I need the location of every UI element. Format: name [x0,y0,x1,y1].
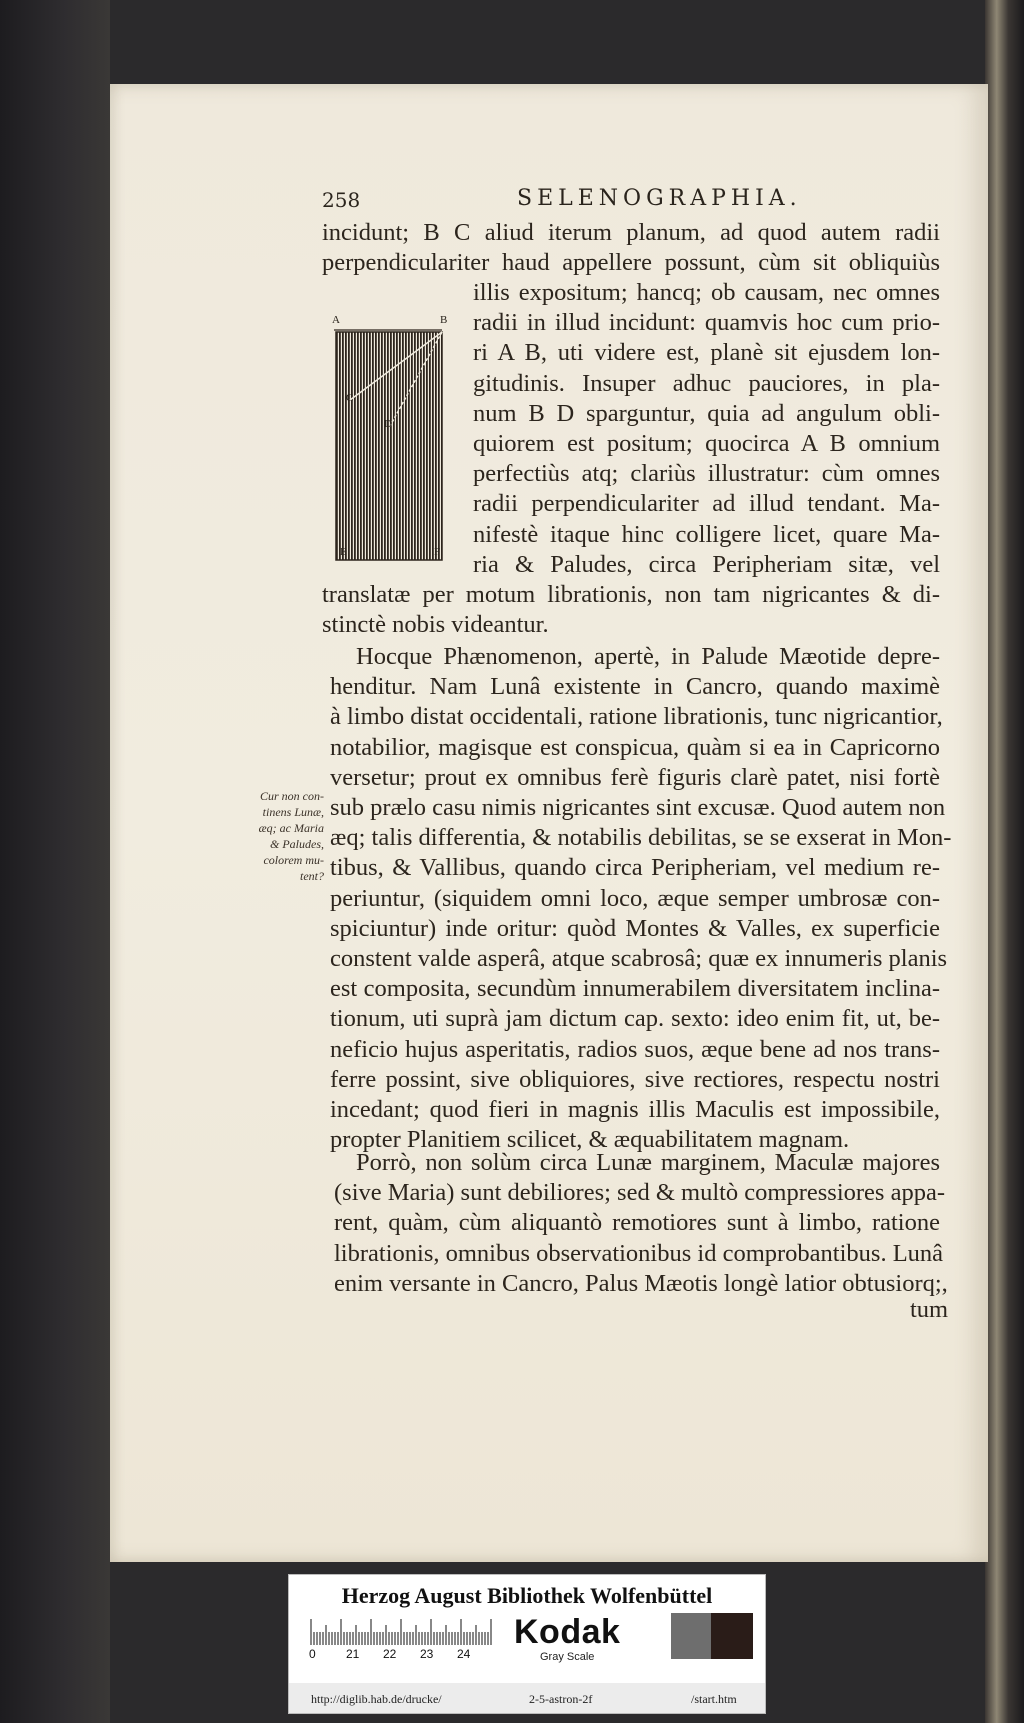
text-line: constent valde asperâ, atque scabrosâ; quæ ex innumeris planis [330,945,948,973]
catchword: tum [910,1296,949,1323]
text-line: perpendiculariter haud appellere possunt, cùm sit obliquiùs [322,249,940,277]
gray-patch-mid [671,1613,711,1659]
text-line: stinctè nobis videantur. [322,611,549,639]
text-line: incidunt; B C aliud iterum planum, ad quod autem radii [322,219,940,246]
text-line: illis expositum; hancq; ob causam, nec omnes [473,279,940,306]
text-line: henditur. Nam Lunâ existente in Cancro, quando maximè [330,673,940,701]
ruler-ticks [309,1619,494,1645]
text-line: radii perpendiculariter ad illud tendant. Ma- [473,490,940,518]
text-line: enim versante in Cancro, Palus Mæotis longè latior obtusiorq;, [334,1269,948,1297]
paragraph-1-top [322,218,940,278]
text-line: Hocque Phænomenon, apertè, in Palude Mæotide depre- [356,643,940,670]
gray-scale-label: Gray Scale [540,1651,595,1663]
kodak-scale-strip [288,1574,766,1714]
margin-note-line: & Paludes, [270,837,324,851]
ruler-number: 0 [309,1647,316,1661]
shelfmark: 2-5-astron-2f [529,1692,593,1706]
paragraph-2 [330,642,952,1155]
text-line: propter Planitiem scilicet, & æquabilitatem magnam. [330,1126,850,1154]
text-line: translatæ per motum librationis, non tam nigricantes & di- [322,581,940,608]
text-line: spiciuntur) inde oritur: quòd Montes & Valles, ex superficie [330,914,940,942]
gray-patch-dark [711,1613,753,1659]
start-link: /start.htm [691,1692,737,1706]
page-header [322,186,882,216]
text-line: quiorem est positum; quocirca A B omnium [473,430,940,458]
text-line: æq; talis differentia, & notabilis debilitas, se se exserat in Mon- [330,824,952,852]
ruler-number: 23 [420,1647,434,1661]
library-title: Herzog August Bibliothek Wolfenbüttel [341,1583,713,1608]
ruler-number: 24 [457,1647,471,1661]
illustration [330,314,450,566]
paragraph-3 [334,1148,948,1299]
text-line: (sive Maria) sunt debiliores; sed & multò compressiores appa- [334,1179,945,1207]
figure-label-f: F [434,546,441,558]
figure-label-c: C [346,392,354,404]
figure-label-a: A [332,314,340,326]
text-line: est composita, secundùm innumerabilem diversitatem inclina- [330,975,940,1003]
margin-note-line: tinens Lunæ, [262,805,324,819]
figure-label-b: B [440,314,448,326]
text-line: tionum, uti suprà jam dictum cap. sexto: ideo enim fit, ut, be- [330,1005,940,1033]
text-line: perfectiùs atq; clariùs illustratur: cùm omnes [473,460,940,488]
text-line: ri A B, uti videre est, planè sit ejusdem lon- [473,339,940,367]
paragraph-1-beside-figure [473,278,940,580]
margin-note-line: æq; ac Maria [258,821,324,835]
text-line: rent, quàm, cùm aliquantò remotiores sunt à limbo, ratione [334,1209,940,1237]
text-line: neficio hujus asperitatis, radios suos, æque bene ad nos trans- [330,1035,940,1063]
text-line: versetur; prout ex omnibus ferè figuris clarè patet, nisi fortè [330,763,940,791]
text-line: num B D sparguntur, quia ad angulum obli- [473,399,940,427]
text-line: Porrò, non solùm circa Lunæ marginem, Maculæ majores [356,1149,940,1176]
text-line: incedant; quod fieri in magnis illis Maculis est impossibile, [330,1096,940,1124]
figure-label-d: D [384,418,392,430]
text-line: radii in illud incidunt: quamvis hoc cum prio- [473,309,940,337]
running-title: SELENOGRAPHIA. [517,186,802,211]
margin-note-line: Cur non con- [260,789,324,803]
text-line: periuntur, (siquidem omni loco, æque semper umbrosæ con- [330,884,940,912]
paragraph-1-bottom [322,580,940,640]
text-line: ria & Paludes, circa Peripheriam sitæ, vel [473,550,940,578]
text-line: ferre possint, sive obliquiores, sive rectiores, respectu nostri [330,1065,940,1093]
source-url: http://diglib.hab.de/drucke/ [311,1692,442,1706]
margin-note-line: tent? [300,869,324,883]
ruler-number: 21 [346,1647,360,1661]
strip-footer [289,1683,765,1713]
page-number: 258 [322,188,361,212]
margin-note [246,788,324,884]
margin-note-line: colorem mu- [263,853,324,867]
kodak-logo: Kodak [514,1613,621,1651]
text-line: sub prælo casu nimis nigricantes sint excusæ. Quod autem non [330,794,946,822]
book-spine-shadow [0,0,110,1723]
text-line: gitudinis. Insuper adhuc pauciores, in pla- [473,369,940,397]
text-line: tibus, & Vallibus, quando circa Peripheriam, vel medium re- [330,854,940,882]
text-line: librationis, omnibus observationibus id comprobantibus. Lunâ [334,1239,944,1267]
text-line: à limbo distat occidentali, ratione librationis, tunc nigricantior, [330,703,943,731]
text-line: notabilior, magisque est conspicua, quàm si ea in Capricorno [330,733,940,761]
figure-label-e: E [340,546,347,558]
hatched-figure [330,314,450,566]
ruler-number: 22 [383,1647,397,1661]
page-edge [985,0,1024,1723]
text-line: nifestè itaque hinc colligere licet, quare Ma- [473,520,940,548]
